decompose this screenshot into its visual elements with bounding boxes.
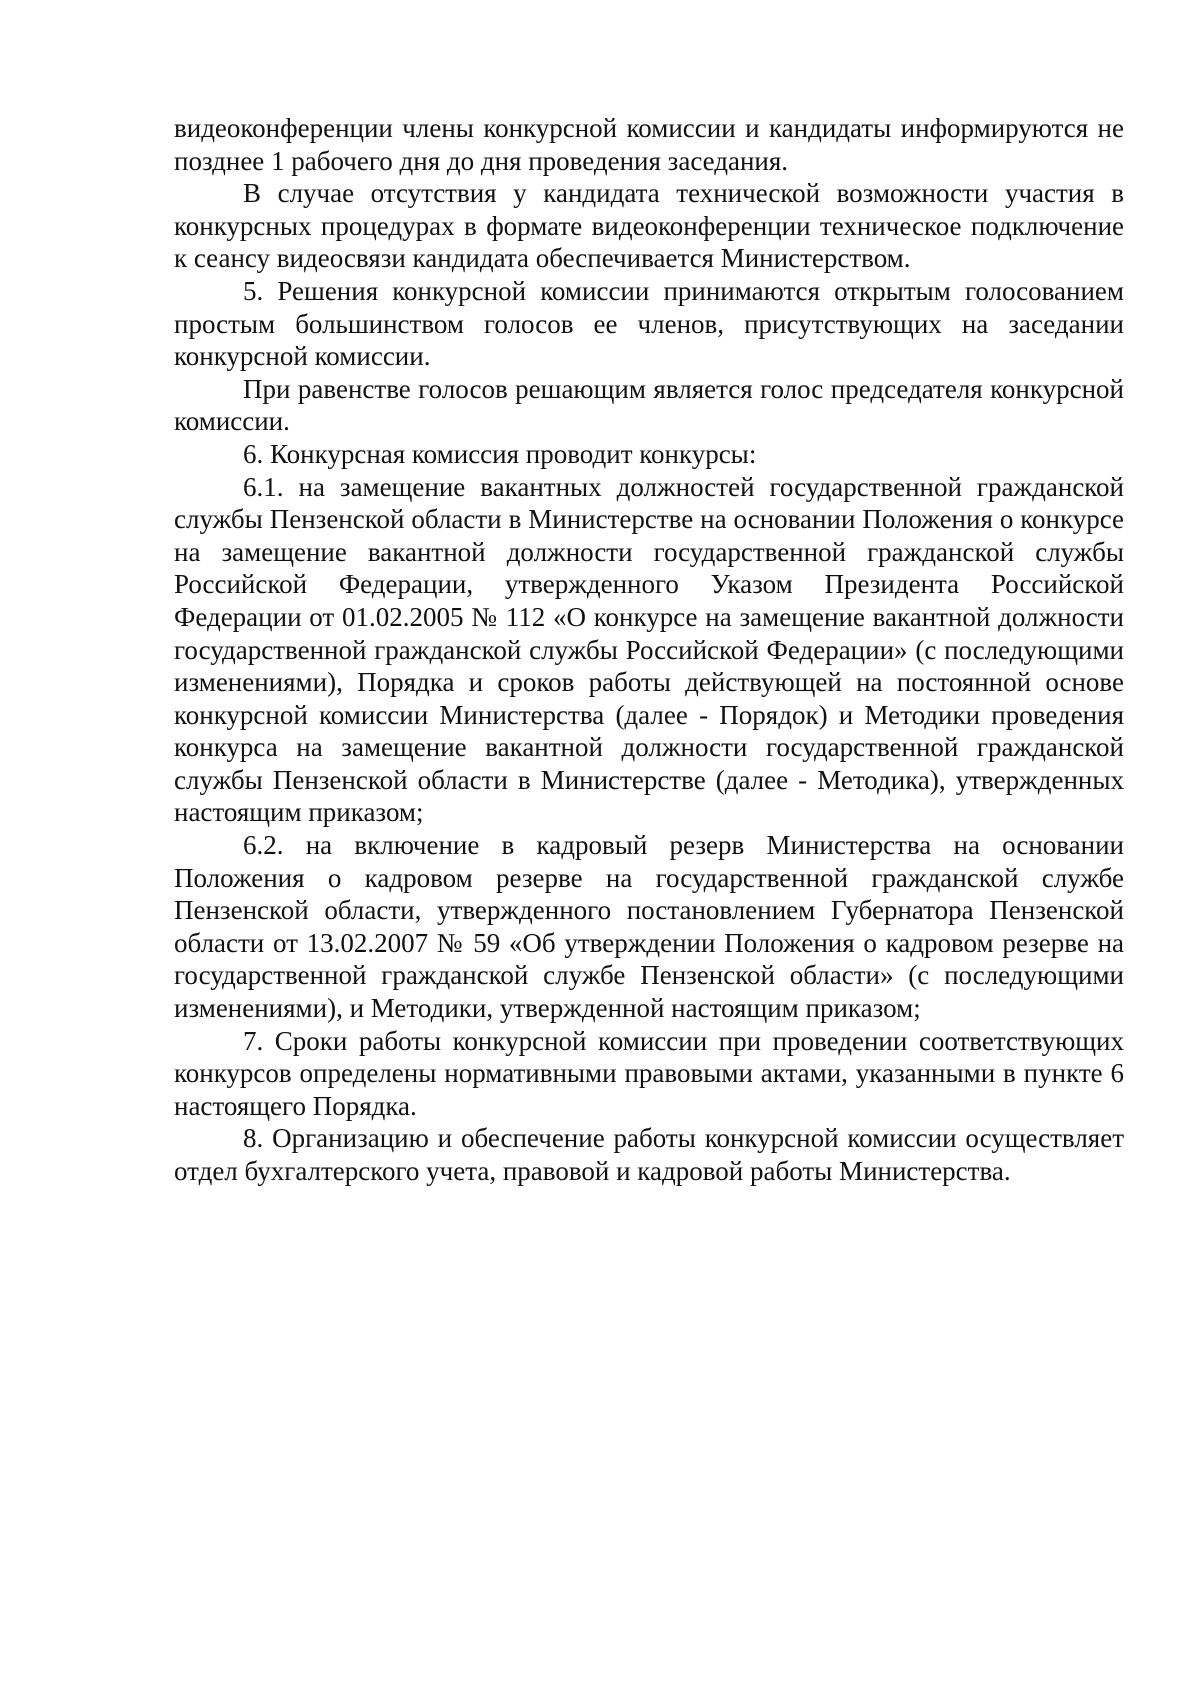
paragraph-item-5-decisions: 5. Решения конкурсной комиссии принимаются открытым голосованием простым большинством голосов ее членов, присутствующих на заседании конкурсной комиссии.: [174, 275, 1124, 372]
document-page: [174, 112, 1124, 1188]
paragraph-item-8-organization: 8. Организацию и обеспечение работы конкурсной комиссии осуществляет отдел бухгалтерского учета, правовой и кадровой работы Министерства.: [174, 1123, 1124, 1186]
paragraph-item-6-contests: 6. Конкурсная комиссия проводит конкурсы:: [243, 438, 757, 469]
paragraph-item-6-1: 6.1. на замещение вакантных должностей государственной гражданской службы Пензенской области в Министерстве на основании Положения о конкурсе на замещение вакантной должности государственной гражданской службы Российской Федерации, утвержденного Указом Президента Российской Федерации от 01.02.2005 № 112 «О конкурсе на замещение вакантной должности государственной гражданской службы Российской Федерации» (с последующими изменениями), Порядка и сроков работы действующей на постоянной основе конкурсной комиссии Министерства (далее - Порядок) и Методики проведения конкурса на замещение вакантной должности государственной гражданской службы Пензенской области в Министерстве (далее - Методика), утвержденных настоящим приказом;: [174, 471, 1124, 828]
paragraph-videoconference-notice: видеоконференции члены конкурсной комиссии и кандидаты информируются не позднее 1 рабочего дня до дня проведения заседания.: [174, 113, 1124, 176]
paragraph-item-6-2: 6.2. на включение в кадровый резерв Министерства на основании Положения о кадровом резерве на государственной гражданской службе Пензенской области, утвержденного постановлением Губернатора Пензенской области от 13.02.2007 № 59 «Об утверждении Положения о кадровом резерве на государственной гражданской службе Пензенской области» (с последующими изменениями), и Методики, утвержденной настоящим приказом;: [174, 830, 1124, 1024]
paragraph-technical-connection: В случае отсутствия у кандидата технической возможности участия в конкурсных процедурах в формате видеоконференции техническое подключение к сеансу видеосвязи кандидата обеспечивается Министерством.: [174, 178, 1124, 274]
paragraph-item-7-terms: 7. Сроки работы конкурсной комиссии при проведении соответствующих конкурсов определены нормативными правовыми актами, указанными в пункте 6 настоящего Порядка.: [174, 1025, 1124, 1121]
paragraph-equal-votes: При равенстве голосов решающим является голос председателя конкурсной комиссии.: [174, 373, 1124, 437]
